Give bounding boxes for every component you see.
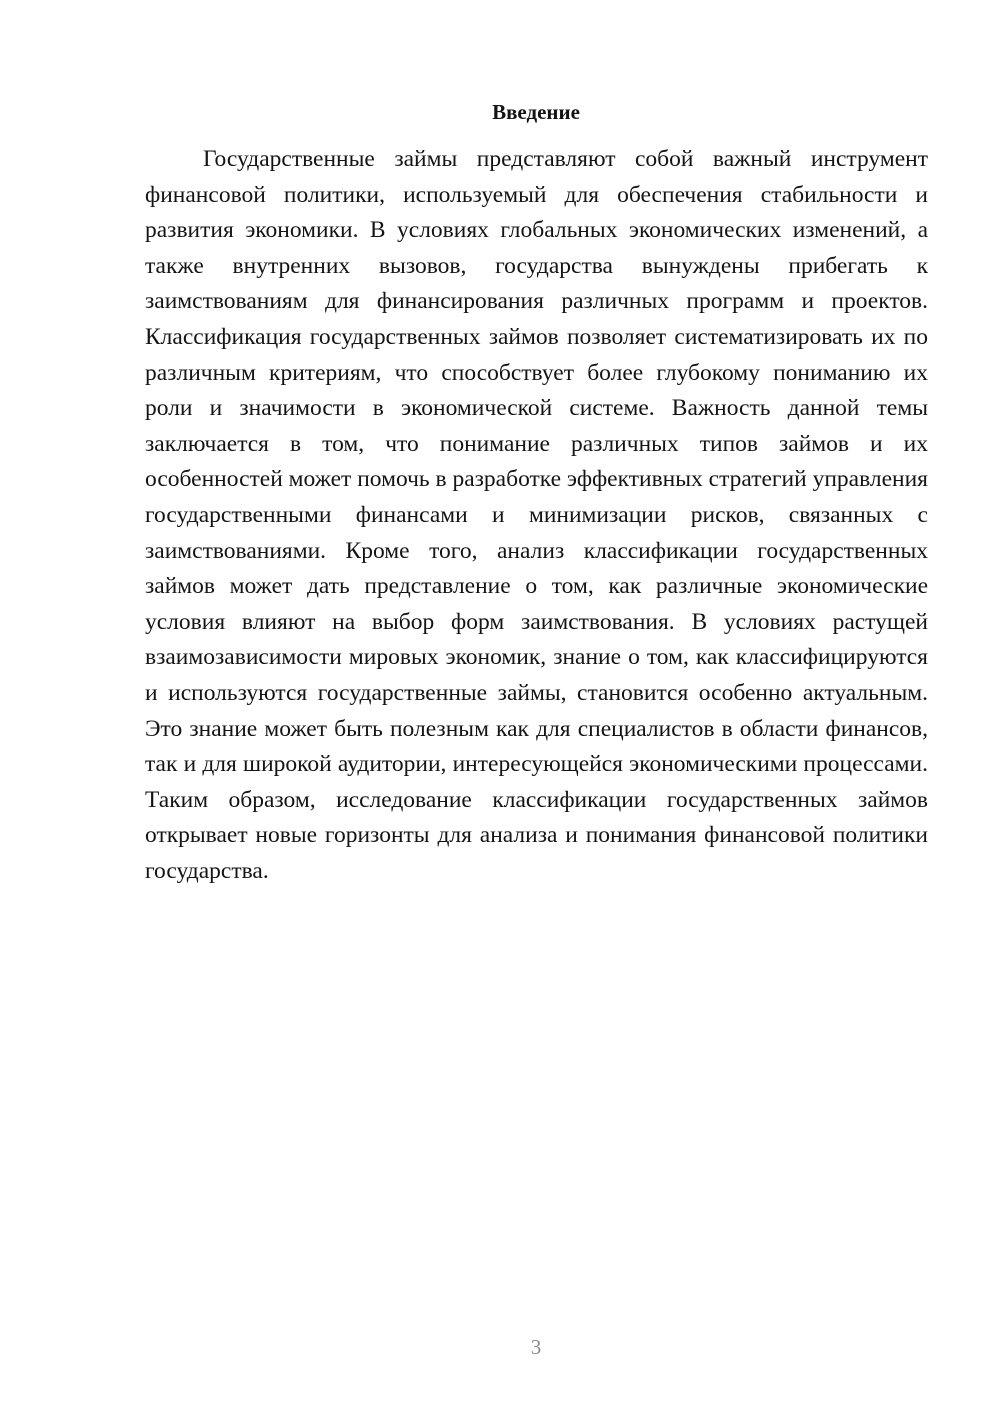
introduction-paragraph: Государственные займы представляют собой важный инструмент финансовой политики, используемый для обеспечения стабильности и развития экономики. В условиях глобальных экономических изменений, а также внутренних вызовов, государства вынуждены прибегать к заимствованиям для финансирования различных программ и проектов. Классификация государственных займов позволяет систематизировать их по различным критериям, что способствует более глубокому пониманию их роли и значимости в экономической системе. Важность данной темы заключается в том, что понимание различных типов займов и их особенностей может помочь в разработке эффективных стратегий управления государственными финансами и минимизации рисков, связанных с заимствованиями. Кроме того, анализ классификации государственных займов может дать представление о том, как различные экономические условия влияют на выбор форм заимствования. В условиях растущей взаимозависимости мировых экономик, знание о том, как классифицируются и используются государственные займы, становится особенно актуальным. Это знание может быть полезным как для специалистов в области финансов, так и для широкой аудитории, интересующейся экономическими процессами. Таким образом, исследование классификации государственных займов открывает новые горизонты для анализа и понимания финансовой политики государства. bbox=[145, 146, 928, 884]
section-heading: Введение bbox=[492, 100, 580, 124]
page-number: 3 bbox=[530, 1335, 542, 1359]
